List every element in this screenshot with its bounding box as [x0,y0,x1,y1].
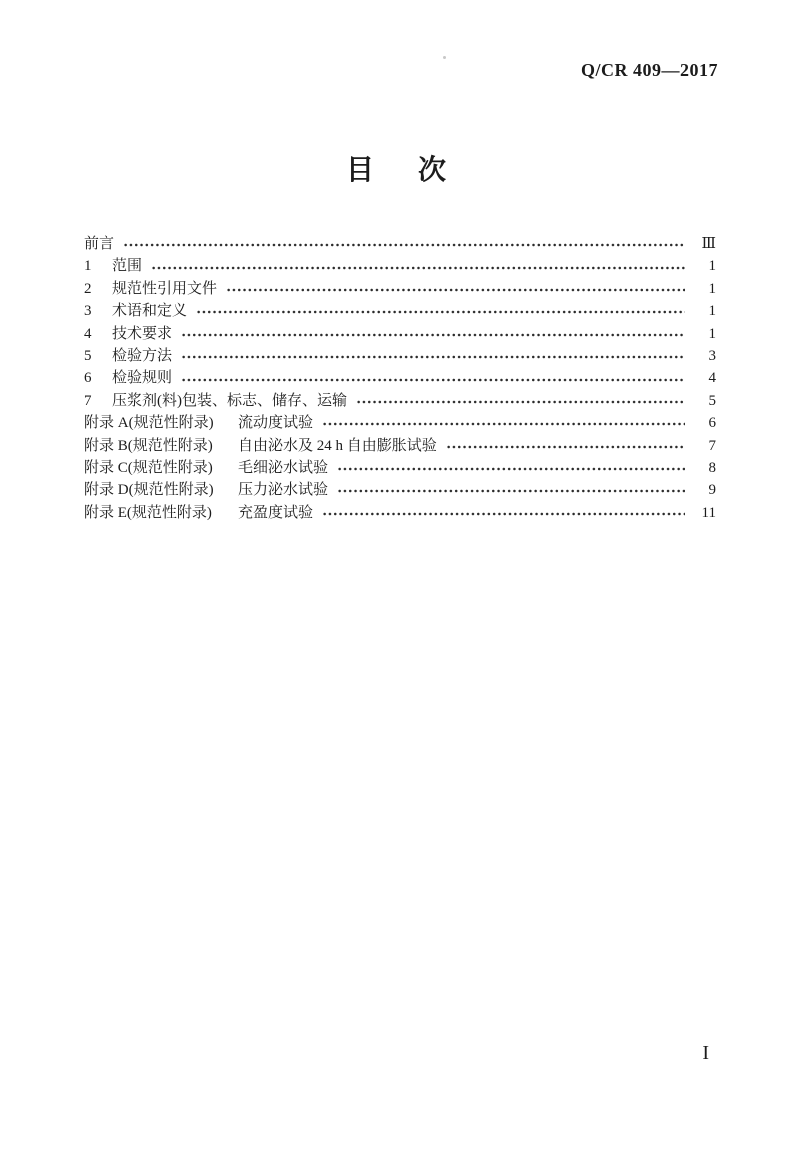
toc-dot-leader [446,445,685,449]
toc-entry-page-number: 4 [708,370,716,387]
toc-entry-label: 压力泌水试验 [238,482,329,499]
toc-dot-leader [181,355,685,359]
toc-entry-prefix: 附录 C(规范性附录) [84,459,213,476]
toc-entry-prefix: 6 [84,370,92,387]
toc-entry [84,390,716,412]
toc-entry-label: 范围 [112,258,143,275]
toc-dot-leader [151,266,685,270]
toc-entry [84,255,716,277]
toc-entry-label: 毛细泌水试验 [238,459,329,476]
toc-entry [84,412,716,434]
scan-artifact-dot [443,56,446,59]
toc-entry-prefix: 7 [84,392,92,409]
toc-entry-prefix: 4 [84,325,92,342]
toc-entry-prefix: 3 [84,303,92,320]
toc-entry-label: 术语和定义 [112,303,188,320]
toc-entry [84,278,716,300]
toc-entry-page-number: 1 [708,280,716,297]
toc-dot-leader [226,288,685,292]
toc-entry-page-number: 1 [708,303,716,320]
toc-entry [84,367,716,389]
toc-entry-label: 检验规则 [112,370,173,387]
toc-entry-label: 自由泌水及 24 h 自由膨胀试验 [238,437,437,454]
toc-entry [84,300,716,322]
toc-entry-page-number: 6 [708,415,716,432]
toc-entry [84,345,716,367]
toc-entry [84,457,716,479]
table-of-contents [84,233,716,524]
toc-entry [84,479,716,501]
toc-entry-label: 规范性引用文件 [112,280,218,297]
toc-entry-page-number: 3 [708,347,716,364]
toc-dot-leader [181,333,685,337]
page-title: 目 次 [345,155,454,186]
toc-entry-prefix: 附录 E(规范性附录) [84,504,212,521]
toc-entry [84,502,716,524]
toc-entry-label: 检验方法 [112,347,173,364]
toc-entry-page-number: 5 [708,392,716,409]
toc-entry-prefix: 5 [84,347,92,364]
toc-entry-page-number: Ⅲ [701,236,716,252]
toc-entry-page-number: 1 [708,258,716,275]
toc-dot-leader [123,243,685,247]
toc-entry-label: 技术要求 [112,325,173,342]
toc-dot-leader [322,512,685,516]
toc-entry-page-number: 1 [708,325,716,342]
toc-entry [84,233,716,255]
toc-entry-prefix: 附录 A(规范性附录) [84,415,214,432]
toc-dot-leader [322,422,685,426]
toc-entry-page-number: 8 [708,459,716,476]
toc-entry [84,435,716,457]
toc-dot-leader [337,467,685,471]
footer-page-number: I [702,1042,709,1064]
toc-entry-label: 充盈度试验 [238,504,314,521]
document-standard-code: Q/CR 409—2017 [581,60,718,80]
toc-dot-leader [337,489,685,493]
toc-entry-prefix: 1 [84,258,92,275]
toc-dot-leader [181,378,685,382]
toc-entry-label: 压浆剂(料)包装、标志、储存、运输 [112,392,347,409]
toc-dot-leader [196,310,685,314]
toc-entry-page-number: 9 [708,482,716,499]
toc-entry-page-number: 7 [708,437,716,454]
toc-entry-label: 前言 [84,236,115,252]
toc-entry [84,323,716,345]
toc-entry-page-number: 11 [701,504,716,521]
toc-entry-label: 流动度试验 [238,415,314,432]
toc-dot-leader [356,400,685,404]
toc-entry-prefix: 附录 B(规范性附录) [84,437,213,454]
toc-entry-prefix: 附录 D(规范性附录) [84,482,214,499]
toc-entry-prefix: 2 [84,280,92,297]
